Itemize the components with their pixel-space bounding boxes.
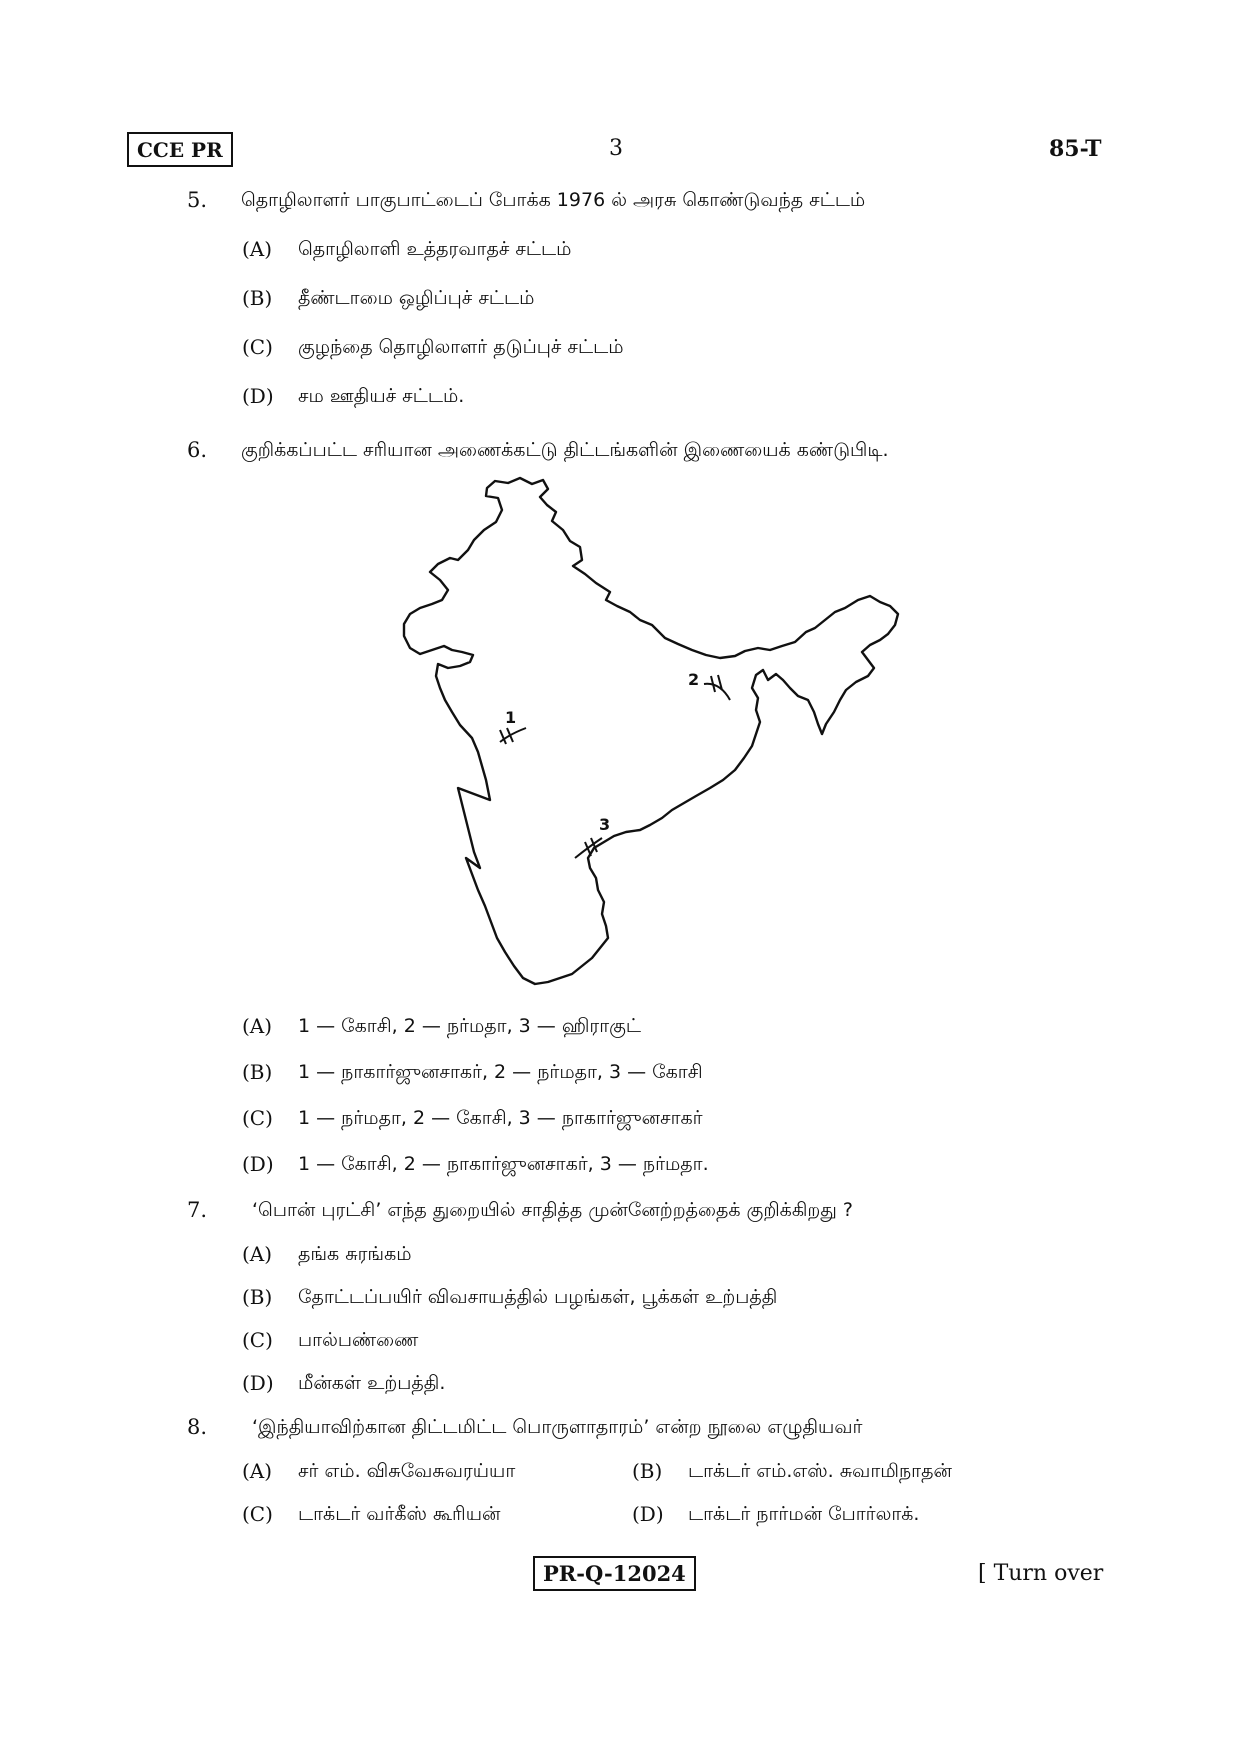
dam-marker-2	[704, 675, 730, 700]
option-label: (D)	[632, 1502, 664, 1526]
map-label: 1	[505, 708, 517, 727]
option-label: (B)	[242, 1285, 273, 1309]
option-text: சர் எம். விசுவேசுவரய்யா	[298, 1460, 516, 1482]
option-text: 1 — கோசி, 2 — நர்மதா, 3 — ஹிராகுட்	[298, 1015, 642, 1037]
option-label: (C)	[242, 1328, 273, 1352]
option-text: தொழிலாளி உத்தரவாதச் சட்டம்	[298, 238, 572, 260]
option-text: 1 — கோசி, 2 — நாகார்ஜுனசாகர், 3 — நர்மதா.	[298, 1153, 709, 1175]
option-label: (A)	[242, 1459, 273, 1483]
option-text: டாக்டர் எம்.எஸ். சுவாமிநாதன்	[688, 1460, 952, 1482]
question-stem: ‘இந்தியாவிற்கான திட்டமிட்ட பொருளாதாரம்’ என்ற நூலை எழுதியவர்	[252, 1416, 863, 1438]
option-label: (B)	[632, 1459, 663, 1483]
option-label: (B)	[242, 1060, 273, 1084]
footer-code: PR-Q-12024	[533, 1556, 696, 1591]
option-label: (C)	[242, 1502, 273, 1526]
question-number: 7.	[187, 1198, 208, 1222]
question-number: 6.	[187, 438, 208, 462]
option-label: (A)	[242, 237, 273, 261]
option-label: (C)	[242, 1106, 273, 1130]
page-number: 3	[609, 136, 623, 161]
option-text: டாக்டர் வர்கீஸ் கூரியன்	[298, 1503, 501, 1525]
option-label: (D)	[242, 384, 274, 408]
option-text: மீன்கள் உற்பத்தி.	[298, 1372, 446, 1394]
option-text: தீண்டாமை ஒழிப்புச் சட்டம்	[298, 287, 535, 309]
question-number: 5.	[187, 188, 208, 212]
option-text: குழந்தை தொழிலாளர் தடுப்புச் சட்டம்	[298, 336, 624, 358]
turn-over-note: [ Turn over	[978, 1561, 1104, 1586]
map-label: 2	[688, 670, 700, 689]
header-box-label: CCE PR	[127, 132, 233, 167]
option-text: 1 — நாகார்ஜுனசாகர், 2 — நர்மதா, 3 — கோசி	[298, 1061, 703, 1083]
paper-code: 85-T	[1049, 136, 1102, 162]
option-label: (C)	[242, 335, 273, 359]
question-stem: தொழிலாளர் பாகுபாட்டைப் போக்க 1976 ல் அரசு கொண்டுவந்த சட்டம்	[241, 189, 866, 211]
question-stem: ‘பொன் புரட்சி’ எந்த துறையில் சாதித்த முன்னேற்றத்தைக் குறிக்கிறது ?	[252, 1199, 853, 1221]
option-label: (A)	[242, 1242, 273, 1266]
option-label: (D)	[242, 1371, 274, 1395]
option-text: தங்க சுரங்கம்	[298, 1243, 412, 1265]
option-label: (A)	[242, 1014, 273, 1038]
option-text: தோட்டப்பயிர் விவசாயத்தில் பழங்கள், பூக்கள் உற்பத்தி	[298, 1286, 778, 1308]
india-outline	[404, 478, 898, 984]
question-stem: குறிக்கப்பட்ட சரியான அணைக்கட்டு திட்டங்களின் இணையைக் கண்டுபிடி.	[241, 439, 889, 461]
option-label: (B)	[242, 286, 273, 310]
dam-marker-1	[500, 728, 526, 744]
option-text: பால்பண்ணை	[298, 1329, 419, 1351]
option-text: டாக்டர் நார்மன் போர்லாக்.	[688, 1503, 920, 1525]
option-label: (D)	[242, 1152, 274, 1176]
option-text: 1 — நர்மதா, 2 — கோசி, 3 — நாகார்ஜுனசாகர்	[298, 1107, 703, 1129]
question-number: 8.	[187, 1415, 208, 1439]
map-label: 3	[599, 815, 611, 834]
option-text: சம ஊதியச் சட்டம்.	[298, 385, 465, 407]
